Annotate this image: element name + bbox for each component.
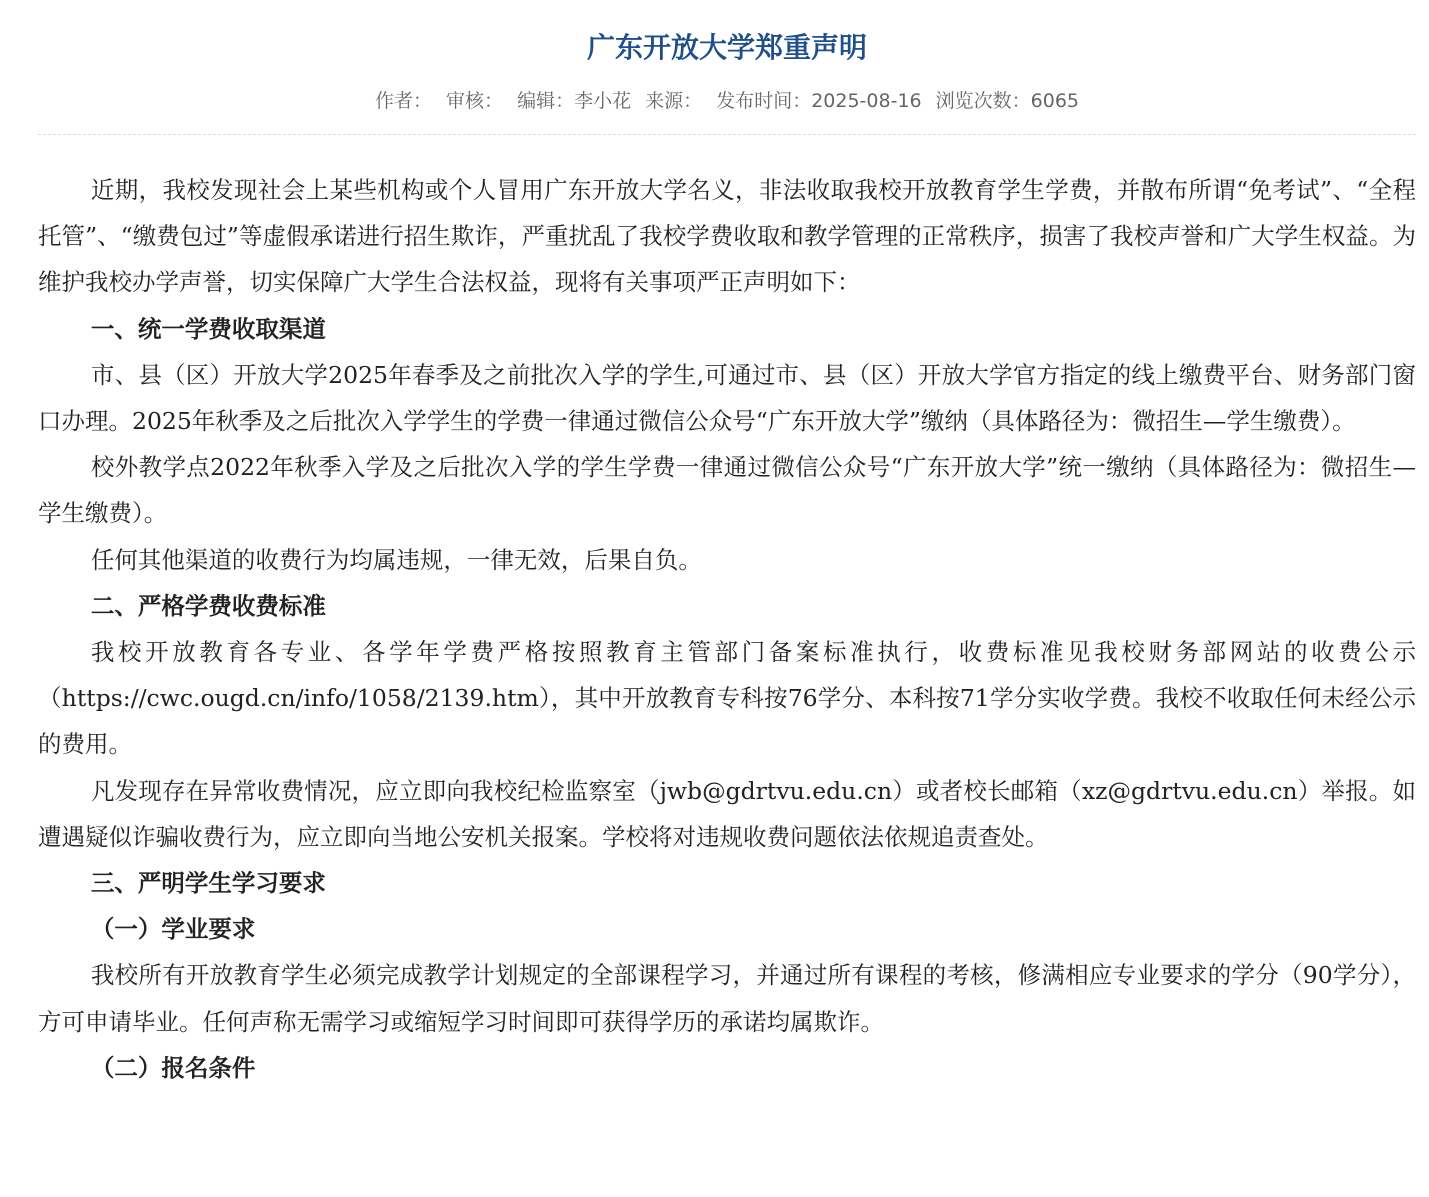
meta-author: 作者： [374, 90, 432, 112]
section-heading-fee-standard: 二、严格学费收费标准 [90, 591, 326, 620]
paragraph: 市、县（区）开放大学2025年春季及之前批次入学的学生,可通过市、县（区）开放大学官方指定的线上缴费平台、财务部门窗口办理。2025年秋季及之后批次入学学生的学费一律通过微信公众号“广东开放大学”缴纳（具体路径为：微招生—学生缴费）。 [38, 360, 1416, 436]
article-title: 广东开放大学郑重声明 [586, 31, 867, 64]
paragraph: 任何其他渠道的收费行为均属违规，一律无效，后果自负。 [90, 545, 702, 574]
section-heading-fee-channel: 一、统一学费收取渠道 [90, 314, 326, 343]
paragraph: 我校开放教育各专业、各学年学费严格按照教育主管部门备案标准执行，收费标准见我校财务部网站的收费公示（https://cwc.ougd.cn/info/1058/2139.htm），其中开放教育专科按76学分、本科按71学分实收学费。我校不收取任何未经公示的费用。 [38, 638, 1416, 759]
intro-paragraph: 近期，我校发现社会上某些机构或个人冒用广东开放大学名义，非法收取我校开放教育学生学费，并散布所谓“免考试”、“全程托管”、“缴费包过”等虚假承诺进行招生欺诈，严重扰乱了我校学费收取和教学管理的正常秩序，损害了我校声誉和广大学生权益。为维护我校办学声誉，切实保障广大学生合法权益，现将有关事项严正声明如下： [38, 176, 1416, 297]
paragraph: 我校所有开放教育学生必须完成教学计划规定的全部课程学习，并通过所有课程的考核，修满相应专业要求的学分（90学分），方可申请毕业。任何声称无需学习或缩短学习时间即可获得学历的承诺均属欺诈。 [38, 961, 1416, 1036]
meta-editor: 编辑：李小花 [517, 90, 632, 112]
subsection-heading-enrollment: （二）报名条件 [90, 1053, 256, 1082]
meta-publish-time: 发布时间：2025-08-16 [716, 90, 922, 112]
meta-reviewer: 审核： [446, 90, 504, 112]
article-meta [38, 86, 1416, 116]
subsection-heading-academic: （一）学业要求 [90, 915, 256, 944]
header-divider [38, 134, 1416, 135]
paragraph: 校外教学点2022年秋季入学及之后批次入学的学生学费一律通过微信公众号“广东开放大学”统一缴纳（具体路径为：微招生—学生缴费）。 [38, 453, 1416, 528]
meta-views: 浏览次数：6065 [935, 90, 1080, 112]
paragraph: 凡发现存在异常收费情况，应立即向我校纪检监察室（jwb@gdrtvu.edu.cn）或者校长邮箱（xz@gdrtvu.edu.cn）举报。如遭遇疑似诈骗收费行为，应立即向当地公安机关报案。学校将对违规收费问题依法依规追责查处。 [38, 776, 1416, 851]
article-content [38, 167, 1416, 1091]
article [38, 0, 1416, 1091]
meta-source: 来源： [645, 90, 703, 112]
section-heading-study-requirements: 三、严明学生学习要求 [90, 869, 326, 898]
